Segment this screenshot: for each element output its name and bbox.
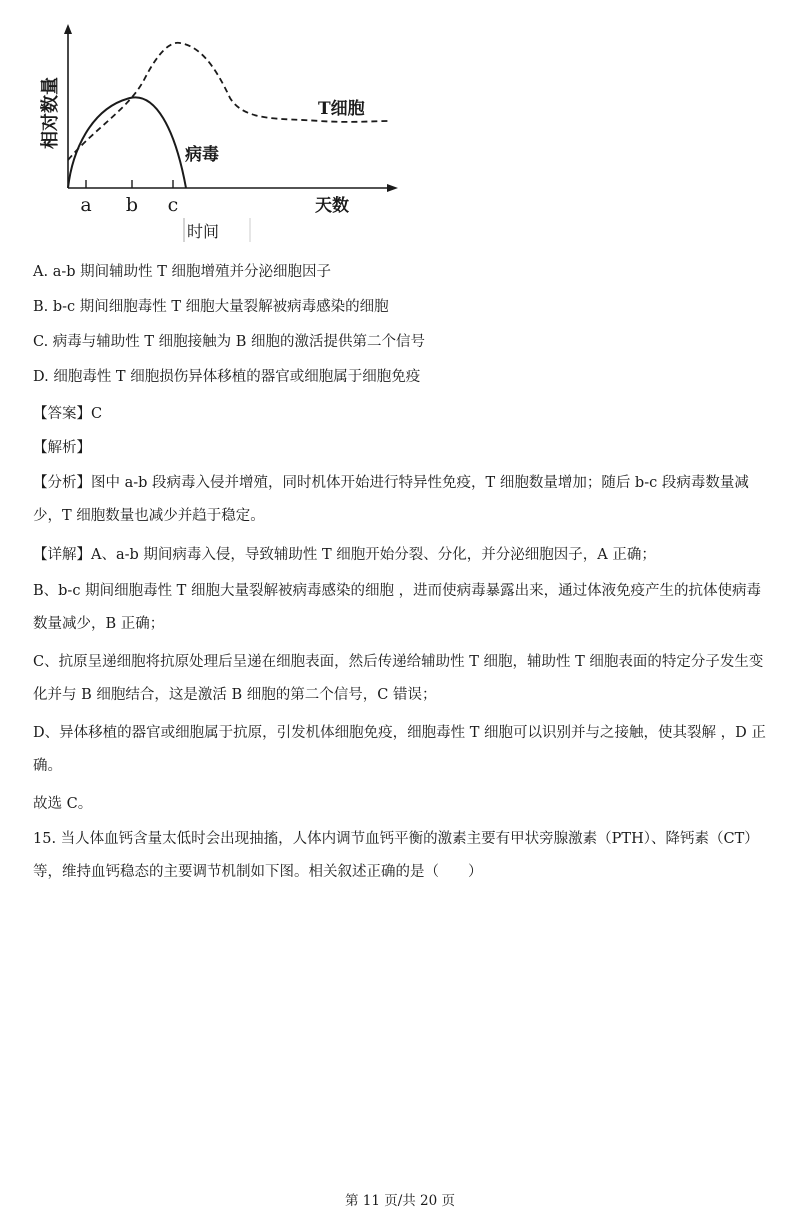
answer: 【答案】C xyxy=(33,406,103,422)
x-tick-label-a: a xyxy=(80,194,92,216)
x-axis-label: 天数 xyxy=(315,196,349,216)
detail-c: C、抗原呈递细胞将抗原处理后呈递在细胞表面，然后传递给辅助性 T 细胞，辅助性 T 细胞表面的特定分子发生变化并与 B 细胞结合，这是激活 B 细胞的第二个信号，C 错误； xyxy=(33,654,764,703)
option-b: B. b-c 期间细胞毒性 T 细胞大量裂解被病毒感染的细胞 xyxy=(33,299,389,315)
option-d: D. 细胞毒性 T 细胞损伤异体移植的器官或细胞属于细胞免疫 xyxy=(33,369,421,385)
detail-b: B、b-c 期间细胞毒性 T 细胞大量裂解被病毒感染的细胞 ，进而使病毒暴露出来，通过体液免疫产生的抗体使病毒数量减少，B 正确； xyxy=(33,583,762,632)
virus-tcell-figure xyxy=(30,18,410,248)
question-15: 15. 当人体血钙含量太低时会出现抽搐，人体内调节血钙平衡的激素主要有甲状旁腺激素（PTH）、降钙素（CT）等，维持血钙稳态的主要调节机制如下图。相关叙述正确的是（ ） xyxy=(33,831,759,880)
option-a: A. a-b 期间辅助性 T 细胞增殖并分泌细胞因子 xyxy=(33,264,332,280)
analysis-paragraph: 【分析】图中 a-b 段病毒入侵并增殖，同时机体开始进行特异性免疫，T 细胞数量增加；随后 b-c 段病毒数量减少，T 细胞数量也减少并趋于稳定。 xyxy=(33,475,749,524)
conclusion: 故选 C。 xyxy=(33,796,93,812)
y-axis-label: 相对数量 xyxy=(40,77,61,149)
figure-caption: 时间 xyxy=(187,222,220,241)
series-virus-label: 病毒 xyxy=(185,145,219,165)
option-c: C. 病毒与辅助性 T 细胞接触为 B 细胞的激活提供第二个信号 xyxy=(33,334,426,350)
x-tick-label-b: b xyxy=(125,194,139,216)
series-virus-line xyxy=(68,97,186,188)
x-tick-label-c: c xyxy=(167,194,179,216)
analysis-heading: 【解析】 xyxy=(33,440,91,456)
line-chart xyxy=(30,18,410,248)
y-axis-arrow xyxy=(64,24,72,34)
series-tcell-label: T细胞 xyxy=(318,99,365,119)
detail-a: 【详解】A、a-b 期间病毒入侵，导致辅助性 T 细胞开始分裂、分化，并分泌细胞因子，A 正确； xyxy=(33,547,656,563)
x-axis-arrow xyxy=(387,184,398,192)
detail-d: D、异体移植的器官或细胞属于抗原，引发机体细胞免疫，细胞毒性 T 细胞可以识别并与之接触，使其裂解 ，D 正确。 xyxy=(33,725,766,774)
page-number: 第 11 页/共 20 页 xyxy=(344,1193,456,1209)
